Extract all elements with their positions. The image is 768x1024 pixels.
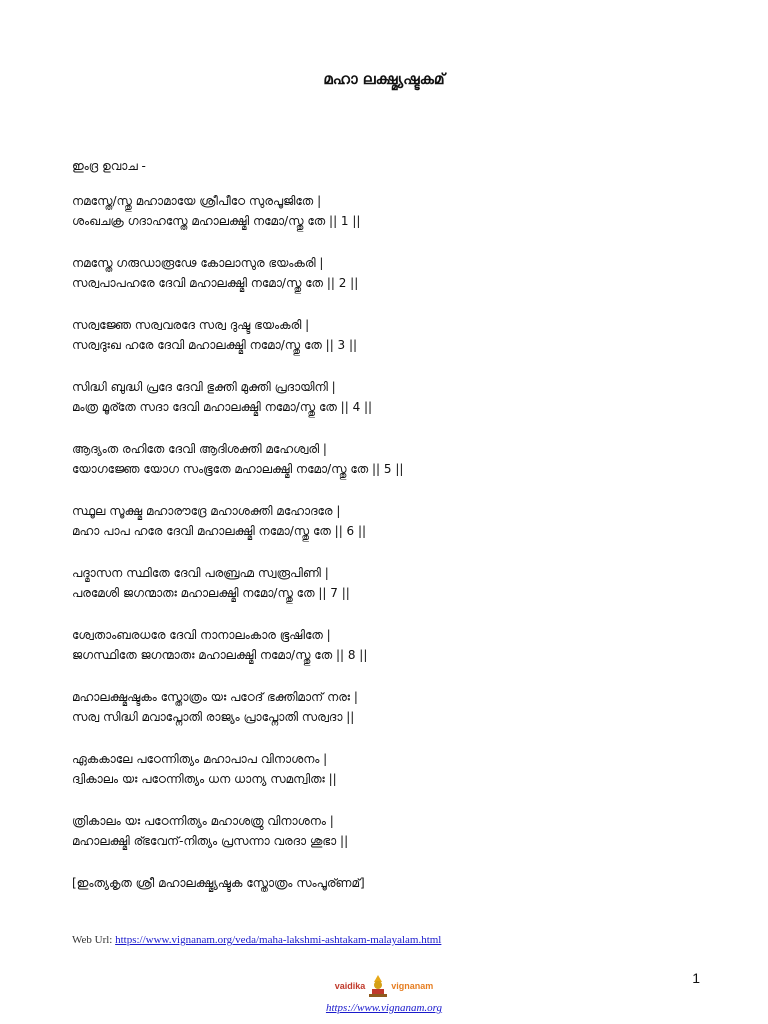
verse-line: മഹാ പാപ ഹരേ ദേവി മഹാലക്ഷ്മി നമോ/സ്തു തേ || 6 || — [72, 524, 367, 538]
verse-line: ജഗസ്ഥിതേ ജഗന്മാതഃ മഹാലക്ഷ്മി നമോ/സ്തു തേ || 8 || — [72, 648, 368, 662]
verse — [72, 563, 712, 603]
verse-line: ശ്വേതാംബരധരേ ദേവി നാനാലംകാര ഭൂഷിതേ | — [72, 628, 331, 642]
verse — [72, 439, 712, 479]
verse-line: മംത്ര മൂര്തേ സദാ ദേവി മഹാലക്ഷ്മി നമോ/സ്തു തേ || 4 || — [72, 400, 373, 414]
footer-url-line — [0, 1002, 768, 1014]
page-title: മഹാ ലക്ഷ്മ്യഷ്ടകമ് — [323, 70, 445, 88]
verse-line: സ്ഥൂല സൂക്ഷ്മ മഹാരൗദ്രേ മഹാശക്തി മഹോദരേ | — [72, 504, 341, 518]
verse — [72, 749, 712, 789]
verse — [72, 377, 712, 417]
vaidika-vignanam-logo — [0, 972, 768, 1000]
logo-text-right: vignanam — [391, 981, 434, 991]
intro-line: ഇംദ്ര ഉവാച - — [72, 159, 146, 173]
verse — [72, 811, 712, 851]
verse-line: മഹാലക്ഷ്മി ര്ഭവേന്-നിത്യം പ്രസന്നാ വരദാ ശുഭാ || — [72, 834, 349, 848]
verse-line: ആദ്യംത രഹിതേ ദേവി ആദിശക്തി മഹേശ്വരി | — [72, 442, 327, 456]
verse-line: ത്രികാലം യഃ പഠേന്നിത്യം മഹാശത്രു വിനാശനം | — [72, 814, 334, 828]
web-url-link[interactable]: https://www.vignanam.org/veda/maha-lakshmi-ashtakam-malayalam.html — [115, 934, 442, 946]
deity-emblem-icon — [367, 973, 389, 999]
verse-line: മഹാലക്ഷ്മഷ്ടകം സ്തോത്രം യഃ പഠേദ് ഭക്തിമാന് നരഃ | — [72, 690, 358, 704]
verse — [72, 253, 712, 293]
verse — [72, 687, 712, 727]
logo-text-left: vaidika — [334, 981, 366, 991]
verse-line: നമസ്തേ ഗരുഡാരൂഢേ കോലാസുര ഭയംകരി | — [72, 256, 324, 270]
verse-line: ഏകകാലേ പഠേന്നിത്യം മഹാപാപ വിനാശനം | — [72, 752, 328, 766]
stotram-body — [72, 156, 712, 893]
verse-line: ദ്വികാലം യഃ പഠേന്നിത്യം ധന ധാന്യ സമന്വിതഃ || — [72, 772, 337, 786]
web-url-line — [72, 934, 441, 946]
verse-line: സര്വജ്ഞേ സര്വവരദേ സര്വ ദുഷ്ട ഭയംകരി | — [72, 318, 310, 332]
page-number: 1 — [692, 970, 700, 986]
verse-line: സിദ്ധി ബുദ്ധി പ്രദേ ദേവി ഭുക്തി മുക്തി പ്രദായിനി | — [72, 380, 336, 394]
closing-line: [ഇംത്യകൃത ശ്രീ മഹാലക്ഷ്മ്യഷ്ടക സ്തോത്രം സംപൂര്ണമ്] — [72, 876, 365, 890]
verse — [72, 191, 712, 231]
verse-line: പരമേശി ജഗന്മാതഃ മഹാലക്ഷ്മി നമോ/സ്തു തേ || 7 || — [72, 586, 350, 600]
verse-line: സര്വ സിദ്ധി മവാപ്നോതി രാജ്യം പ്രാപ്നോതി സര്വദാ || — [72, 710, 355, 724]
verse-line: നമസ്തേ/സ്തു മഹാമായേ ശ്രീപീഠേ സുരപൂജിതേ | — [72, 194, 322, 208]
verse-list — [72, 191, 712, 851]
footer-url-link[interactable]: https://www.vignanam.org — [325, 1002, 443, 1014]
verse-line: പദ്മാസന സ്ഥിതേ ദേവി പരബ്രഹ്മ സ്വരൂപിണി | — [72, 566, 329, 580]
verse-line: സര്വപാപഹരേ ദേവി മഹാലക്ഷ്മി നമോ/സ്തു തേ || 2 || — [72, 276, 359, 290]
verse-line: ശംഖചക്ര ഗദാഹസ്തേ മഹാലക്ഷ്മി നമോ/സ്തു തേ || 1 || — [72, 214, 361, 228]
verse-line: സര്വദുഃഖ ഹരേ ദേവി മഹാലക്ഷ്മി നമോ/സ്തു തേ || 3 || — [72, 338, 358, 352]
verse — [72, 501, 712, 541]
verse — [72, 315, 712, 355]
web-url-label: Web Url: — [72, 934, 113, 946]
verse — [72, 625, 712, 665]
verse-line: യോഗജ്ഞേ യോഗ സംഭൂതേ മഹാലക്ഷ്മി നമോ/സ്തു തേ || 5 || — [72, 462, 404, 476]
